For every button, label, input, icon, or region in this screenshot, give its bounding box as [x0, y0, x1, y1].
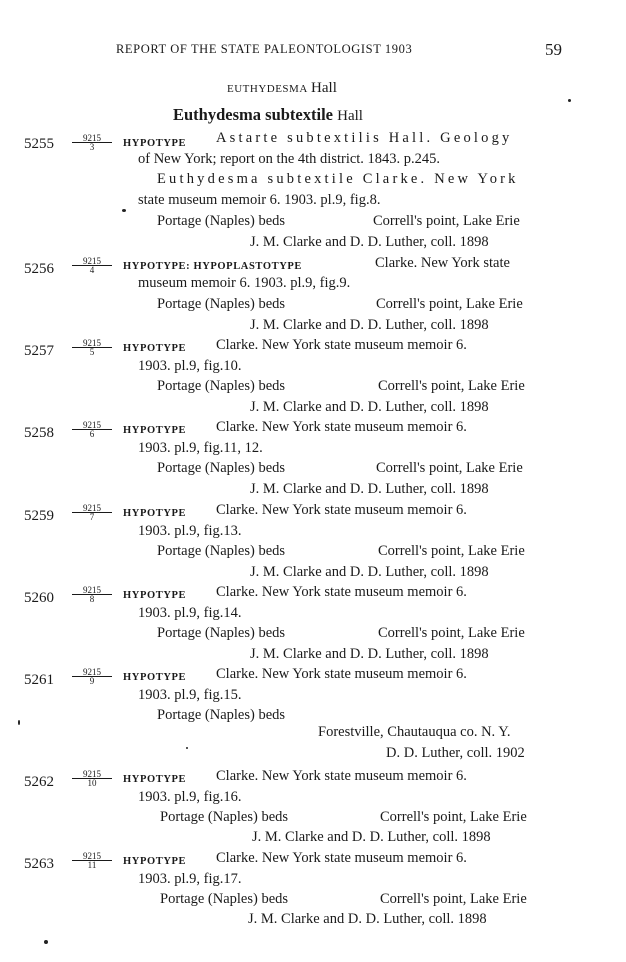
genus-heading — [227, 80, 337, 97]
species-heading — [173, 105, 363, 125]
running-head: REPORT OF THE STATE PALEONTOLOGIST 1903 — [116, 42, 413, 56]
locality: Correll's point, Lake Erie — [380, 891, 527, 907]
type-label: HYPOTYPE — [123, 672, 187, 683]
citation-line: Clarke. New York state museum memoir 6. — [216, 850, 467, 866]
citation-line: 1903. pl.9, fig.13. — [138, 523, 242, 539]
citation-line: 1903. pl.9, fig.10. — [138, 358, 242, 374]
type-label: HYPOTYPE — [123, 343, 187, 354]
type-label: HYPOTYPE — [123, 138, 187, 149]
specimen-fraction: $\frac{9215}{10}$ — [72, 770, 112, 787]
type-label: HYPOTYPE — [123, 774, 187, 785]
specimen-fraction: $\frac{9215}{9}$ — [72, 668, 112, 685]
specimen-fraction: $\frac{9215}{3}$ — [72, 134, 112, 151]
formation: Portage (Naples) beds — [157, 543, 286, 559]
specimen-fraction: $\frac{9215}{7}$ — [72, 504, 112, 521]
catalog-number: 5255 — [24, 136, 54, 152]
catalog-number: 5256 — [24, 261, 54, 277]
species-name: Euthydesma subtextile — [173, 105, 333, 124]
formation: Portage (Naples) beds — [160, 891, 289, 907]
citation-line: of New York; report on the 4th district. 1843. p.245. — [138, 151, 441, 167]
citation-line: Astarte subtextilis Hall. Geology — [216, 130, 513, 146]
catalog-number: 5258 — [24, 425, 54, 441]
locality: Correll's point, Lake Erie — [380, 809, 527, 825]
collector: J. M. Clarke and D. D. Luther, coll. 1898 — [250, 481, 489, 497]
type-label: HYPOTYPE — [123, 856, 187, 867]
catalog-number: 5261 — [24, 672, 54, 688]
citation-line: 1903. pl.9, fig.15. — [138, 687, 242, 703]
formation: Portage (Naples) beds — [157, 625, 286, 641]
citation-line: Clarke. New York state museum memoir 6. — [216, 419, 467, 435]
locality: Correll's point, Lake Erie — [376, 460, 523, 476]
specimen-fraction: $\frac{9215}{6}$ — [72, 421, 112, 438]
collector: J. M. Clarke and D. D. Luther, coll. 1898 — [250, 564, 489, 580]
specimen-fraction: $\frac{9215}{8}$ — [72, 586, 112, 603]
citation-line: museum memoir 6. 1903. pl.9, fig.9. — [138, 275, 351, 291]
catalog-number: 5262 — [24, 774, 54, 790]
locality: Correll's point, Lake Erie — [378, 543, 525, 559]
formation: Portage (Naples) beds — [160, 809, 289, 825]
locality: Forestville, Chautauqua co. N. Y. — [318, 724, 511, 740]
citation-line: Clarke. New York state museum memoir 6. — [216, 584, 467, 600]
type-label: HYPOTYPE — [123, 508, 187, 519]
citation-line: Euthydesma subtextile Clarke. New York — [157, 171, 519, 187]
specimen-fraction: $\frac{9215}{5}$ — [72, 339, 112, 356]
specimen-fraction: $\frac{9215}{4}$ — [72, 257, 112, 274]
locality: Correll's point, Lake Erie — [376, 296, 523, 312]
catalog-number: 5259 — [24, 508, 54, 524]
formation: Portage (Naples) beds — [157, 213, 286, 229]
collector: J. M. Clarke and D. D. Luther, coll. 1898 — [250, 317, 489, 333]
citation-line: Clarke. New York state — [375, 255, 510, 271]
specimen-fraction: $\frac{9215}{11}$ — [72, 852, 112, 869]
genus-name: EUTHYDESMA — [227, 83, 308, 95]
type-label: HYPOTYPE — [123, 590, 187, 601]
formation: Portage (Naples) beds — [157, 707, 286, 723]
type-label: HYPOTYPE — [123, 425, 187, 436]
collector: J. M. Clarke and D. D. Luther, coll. 1898 — [250, 234, 489, 250]
collector: D. D. Luther, coll. 1902 — [386, 745, 525, 761]
citation-line: Clarke. New York state museum memoir 6. — [216, 768, 467, 784]
type-label: HYPOTYPE: HYPOPLASTOTYPE — [123, 261, 303, 272]
citation-line: 1903. pl.9, fig.16. — [138, 789, 242, 805]
species-author: Hall — [337, 108, 363, 124]
locality: Correll's point, Lake Erie — [373, 213, 520, 229]
citation-line: Clarke. New York state museum memoir 6. — [216, 666, 467, 682]
catalog-number: 5263 — [24, 856, 54, 872]
formation: Portage (Naples) beds — [157, 378, 286, 394]
locality: Correll's point, Lake Erie — [378, 378, 525, 394]
collector: J. M. Clarke and D. D. Luther, coll. 1898 — [248, 911, 487, 927]
citation-line: Clarke. New York state museum memoir 6. — [216, 502, 467, 518]
catalog-number: 5257 — [24, 343, 54, 359]
citation-line: 1903. pl.9, fig.14. — [138, 605, 242, 621]
citation-line: state museum memoir 6. 1903. pl.9, fig.8. — [138, 192, 381, 208]
formation: Portage (Naples) beds — [157, 296, 286, 312]
formation: Portage (Naples) beds — [157, 460, 286, 476]
citation-line: 1903. pl.9, fig.17. — [138, 871, 242, 887]
collector: J. M. Clarke and D. D. Luther, coll. 1898 — [252, 829, 491, 845]
catalog-number: 5260 — [24, 590, 54, 606]
page-number: 59 — [545, 40, 562, 59]
genus-author: Hall — [311, 80, 337, 96]
collector: J. M. Clarke and D. D. Luther, coll. 1898 — [250, 399, 489, 415]
locality: Correll's point, Lake Erie — [378, 625, 525, 641]
citation-line: Clarke. New York state museum memoir 6. — [216, 337, 467, 353]
citation-line: 1903. pl.9, fig.11, 12. — [138, 440, 263, 456]
collector: J. M. Clarke and D. D. Luther, coll. 1898 — [250, 646, 489, 662]
